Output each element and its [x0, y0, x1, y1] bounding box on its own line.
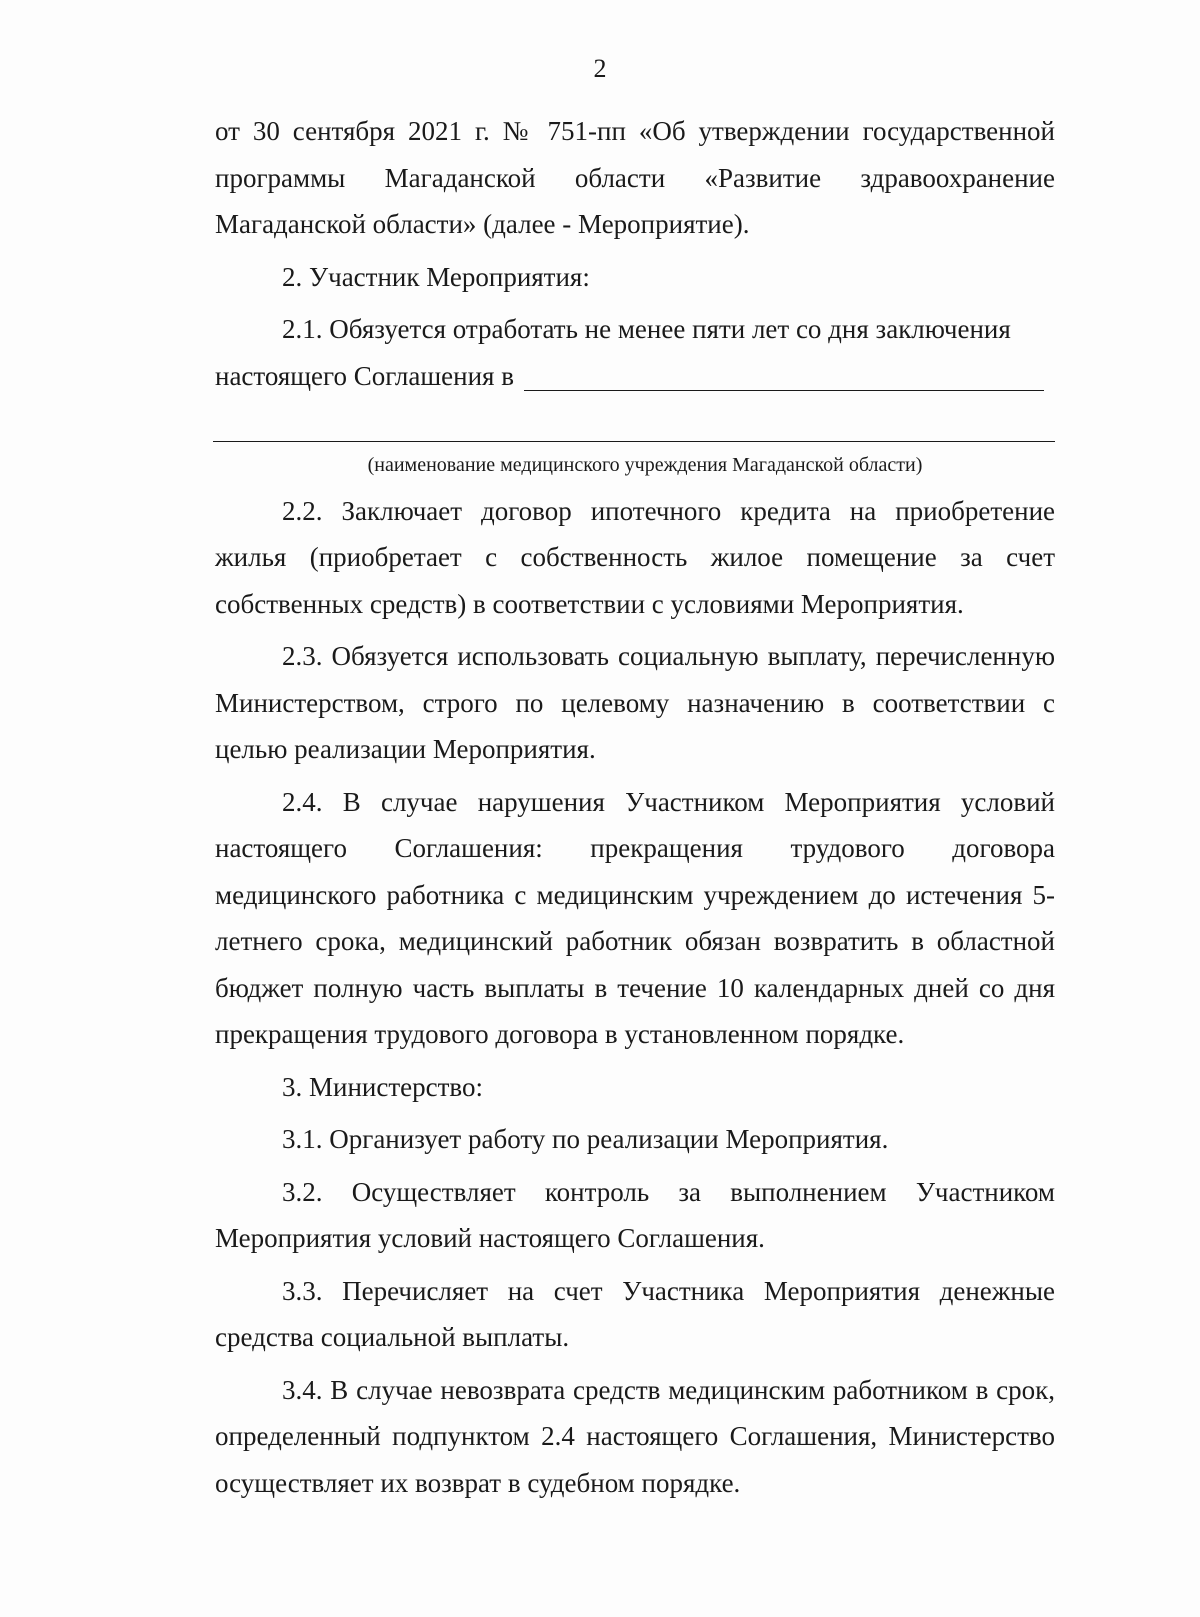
section-3-heading: 3. Министерство:: [282, 1071, 483, 1102]
clause-2-4: 2.4. В случае нарушения Участником Мероприятия условий настоящего Соглашения: прекращения трудового договора медицинского работника с медицинским учреждением до истечения 5-летнего срока, медицинский работник обязан возвратить в областной бюджет полную часть выплаты в течение 10 календарных дней со дня прекращения трудового договора в установленном порядке.: [215, 786, 1055, 1049]
blank-rule: [213, 441, 1055, 442]
intro-paragraph: от 30 сентября 2021 г. № 751-пп «Об утверждении государственной программы Магаданской области «Развитие здравоохранение Магаданской области» (далее - Мероприятие).: [215, 116, 1055, 239]
clause-2-1-blank-row: [215, 353, 1055, 400]
clause-2-2: 2.2. Заключает договор ипотечного кредита на приобретение жилья (приобретает с собственность жилое помещение за счет собственных средств) в соответствии с условиями Мероприятия.: [215, 495, 1055, 619]
page-number: 2: [593, 54, 607, 83]
institution-field-caption: (наименование медицинского учреждения Магаданской области): [367, 453, 923, 476]
section-2-heading: 2. Участник Мероприятия:: [282, 261, 590, 292]
clause-3-3: 3.3. Перечисляет на счет Участника Мероприятия денежные средства социальной выплаты.: [215, 1275, 1055, 1352]
clause-2-1-text: 2.1. Обязуется отработать не менее пяти лет со дня заключения: [282, 314, 1011, 344]
clause-3-2: 3.2. Осуществляет контроль за выполнением Участником Мероприятия условий настоящего Соглашения.: [215, 1176, 1055, 1253]
clause-3-4: 3.4. В случае невозврата средств медицинским работником в срок, определенный подпунктом 2.4 настоящего Соглашения, Министерство осуществляет их возврат в судебном порядке.: [215, 1374, 1055, 1498]
institution-blank-field: [524, 360, 1044, 391]
clause-2-3: 2.3. Обязуется использовать социальную выплату, перечисленную Министерством, строго по целевому назначению в соответствии с целью реализации Мероприятия.: [215, 641, 1055, 764]
clause-2-1-prefix: настоящего Соглашения в: [215, 360, 514, 391]
document-body: [215, 108, 1055, 1506]
institution-blank-field-continued: [215, 399, 1055, 446]
clause-3-1: 3.1. Организует работу по реализации Мероприятия.: [282, 1124, 889, 1154]
